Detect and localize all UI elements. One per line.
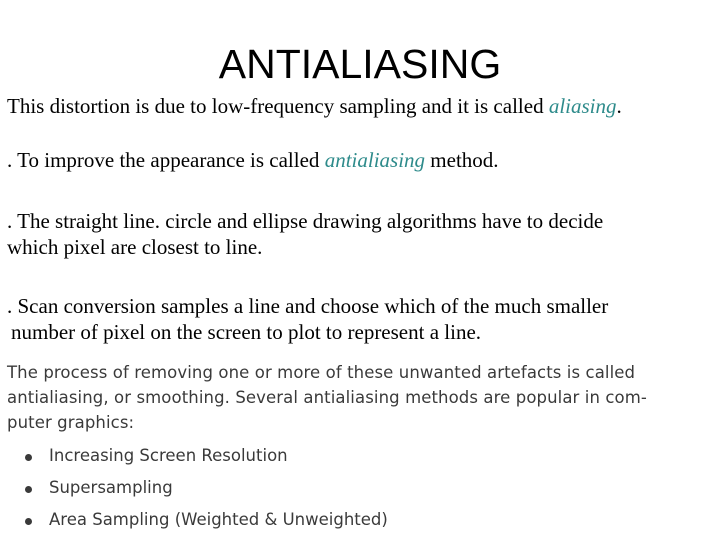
paragraph-line-drawing-1: . The straight line. circle and ellipse drawing algorithms have to decide <box>7 209 604 233</box>
list-item-label: Area Sampling (Weighted & Unweighted) <box>49 510 388 529</box>
paragraph-scan-conversion-1: . Scan conversion samples a line and choose which of the much smaller <box>7 294 609 318</box>
paragraph-text: . To improve the appearance is called <box>7 148 325 172</box>
paragraph-aliasing <box>7 93 622 119</box>
excerpt-line: puter graphics: <box>7 413 135 432</box>
paragraph-text: . <box>616 94 622 118</box>
paragraph-line-drawing-2: which pixel are closest to line. <box>7 235 263 259</box>
list-item <box>7 477 388 509</box>
slide-title: ANTIALIASING <box>218 41 502 87</box>
textbook-excerpt <box>7 360 715 540</box>
bullet-icon <box>25 518 32 525</box>
list-item <box>7 509 388 541</box>
highlight-term-antialiasing: antialiasing <box>324 148 426 172</box>
list-item-label: Increasing Screen Resolution <box>49 446 288 465</box>
method-list <box>7 445 388 541</box>
paragraph-text: This distortion is due to low-frequency sampling and it is called <box>7 94 549 118</box>
paragraph-text: method. <box>425 148 499 172</box>
bullet-icon <box>25 454 32 461</box>
paragraph-antialiasing <box>7 147 499 173</box>
list-item-label: Supersampling <box>49 478 173 497</box>
excerpt-paragraph <box>7 360 713 435</box>
excerpt-line: The process of removing one or more of these unwanted artefacts is called <box>7 363 636 382</box>
excerpt-line: antialiasing, or smoothing. Several antialiasing methods are popular in com- <box>7 388 647 407</box>
bullet-icon <box>25 486 32 493</box>
list-item <box>7 445 388 477</box>
highlight-term-aliasing: aliasing <box>548 94 617 118</box>
paragraph-scan-conversion-2: number of pixel on the screen to plot to represent a line. <box>11 320 482 344</box>
